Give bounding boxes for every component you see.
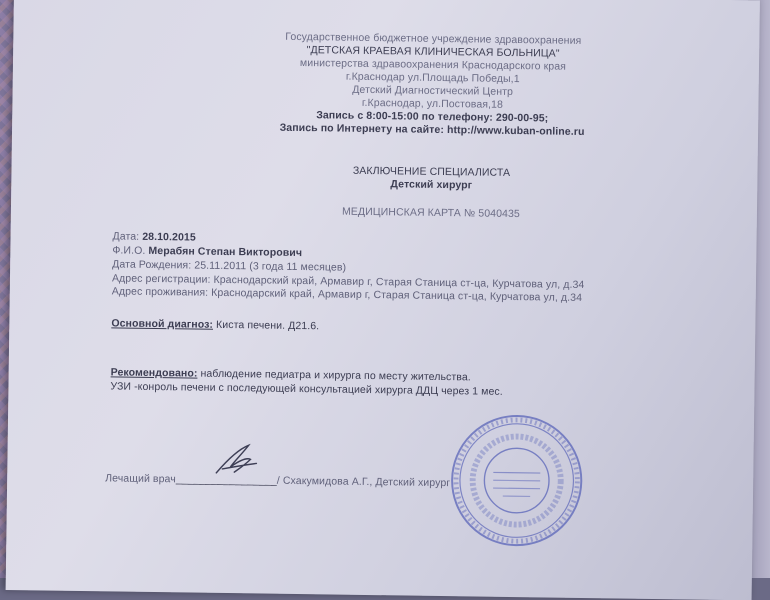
date-row xyxy=(112,230,195,243)
birth-label: Дата Рождения: xyxy=(112,258,191,271)
header-line-1: Государственное бюджетное учреждение здравоохранения xyxy=(285,31,581,47)
document-title: ЗАКЛЮЧЕНИЕ СПЕЦИАЛИСТА xyxy=(353,165,510,179)
doctor-name: / Схакумидова А.Г., Детский хирург xyxy=(277,475,451,489)
name-label: Ф.И.О. xyxy=(112,244,145,256)
signature-blank: _________________ xyxy=(176,473,277,486)
signature-label: Лечащий врач xyxy=(105,472,176,485)
name-value: Мерабян Степан Викторович xyxy=(148,245,302,259)
medical-card-number: МЕДИЦИНСКАЯ КАРТА № 5040435 xyxy=(342,206,520,220)
diagnosis-row xyxy=(111,317,319,332)
residence-address-label: Адрес проживания: xyxy=(112,285,209,298)
recommendation-line-2: УЗИ -конроль печени с последующей консультацией хирурга ДДЦ через 1 мес. xyxy=(110,380,503,397)
birth-row xyxy=(112,258,346,273)
header-center: Детский Диагностический Центр xyxy=(352,84,513,98)
header-hospital-name: "ДЕТСКАЯ КРАЕВАЯ КЛИНИЧЕСКАЯ БОЛЬНИЦА" xyxy=(307,44,560,60)
registration-address-value: Краснодарский край, Армавир г, Старая Станица ст-ца, Курчатова ул, д.34 xyxy=(213,274,584,291)
diagnosis-label: Основной диагноз: xyxy=(111,317,213,330)
header-address-1: г.Краснодар ул.Площадь Победы,1 xyxy=(346,71,520,85)
residence-address-value: Краснодарский край, Армавир г, Старая Станица ст-ца, Курчатова ул, д.34 xyxy=(211,287,582,304)
official-stamp xyxy=(447,411,586,550)
header-phone: Запись с 8:00-15:00 по телефону: 290-00-95; xyxy=(316,109,548,124)
date-value: 28.10.2015 xyxy=(142,231,196,244)
date-label: Дата: xyxy=(112,230,139,242)
header-line-3: министерства здравоохранения Краснодарского края xyxy=(300,57,566,73)
name-row xyxy=(112,244,302,259)
recommendation-value: наблюдение педиатра и хирурга по месту жительства. xyxy=(200,368,471,384)
handwritten-signature xyxy=(212,439,263,480)
header-address-2: г.Краснодар, ул.Постовая,18 xyxy=(362,97,503,111)
diagnosis-value: Киста печени. Д21.6. xyxy=(216,319,319,332)
header-website: Запись по Интернету на сайте: http://www.kuban-online.ru xyxy=(280,122,585,138)
recommendation-label: Рекомендовано: xyxy=(111,366,198,379)
registration-address-label: Адрес регистрации: xyxy=(112,272,211,285)
signature-row xyxy=(105,472,450,489)
specialty: Детский хирург xyxy=(390,178,472,191)
birth-value: 25.11.2011 (3 года 11 месяцев) xyxy=(194,260,346,274)
document-page xyxy=(6,0,760,600)
